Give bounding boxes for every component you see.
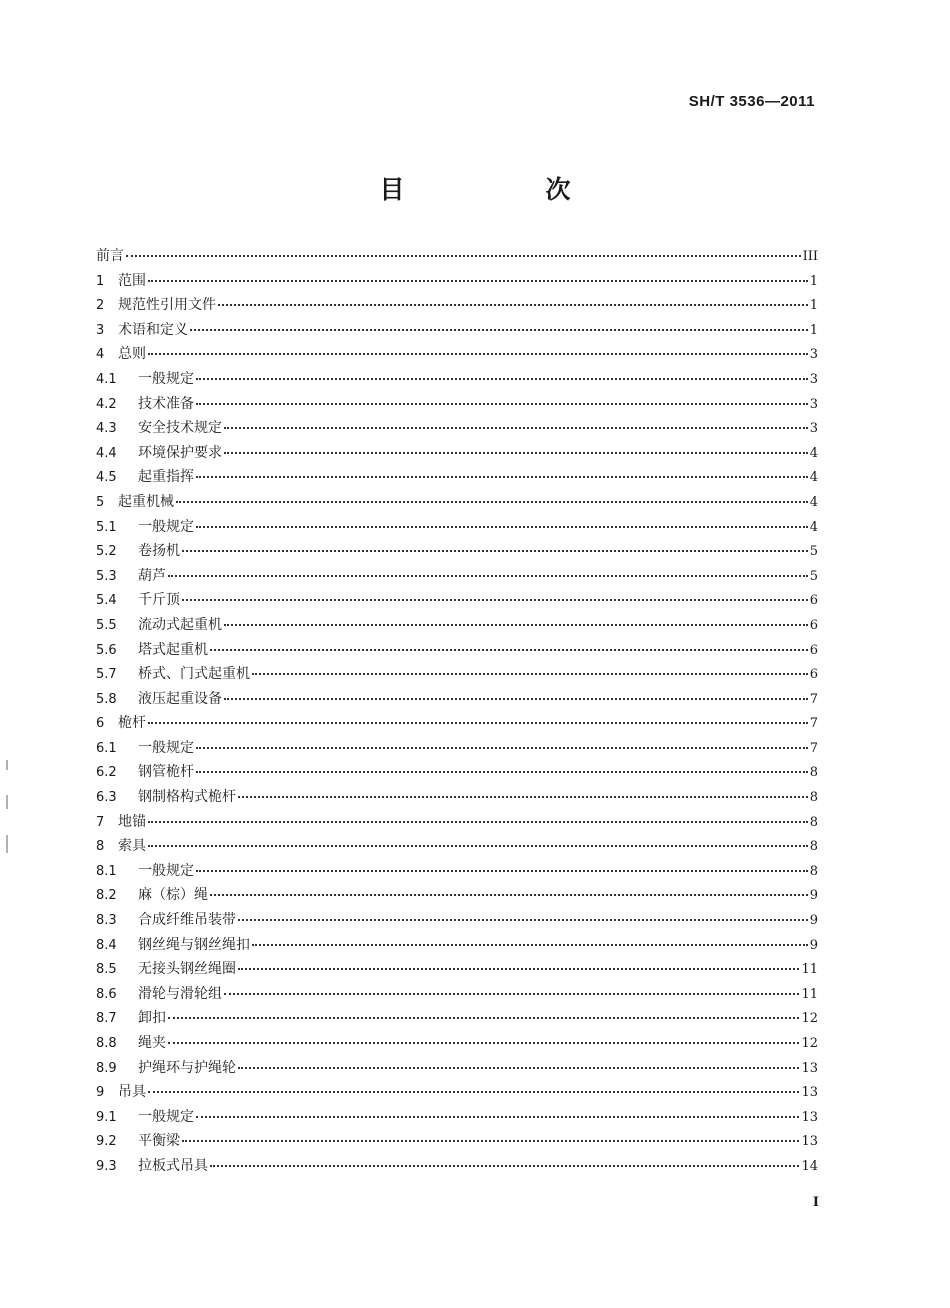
- toc-entry-page: 6: [809, 593, 818, 609]
- toc-entry-number: 3: [96, 322, 105, 338]
- toc-leader-dots: [224, 688, 808, 700]
- toc-entry-title: 一般规定: [138, 518, 194, 535]
- toc-entry-number: 5: [96, 494, 105, 510]
- toc-entry[interactable]: [96, 810, 818, 835]
- toc-entry[interactable]: [96, 269, 818, 294]
- toc-entry-page: 13: [801, 1134, 818, 1150]
- toc-entry-title: 前言: [96, 248, 124, 264]
- toc-entry-number: 5.4: [96, 593, 117, 609]
- toc-entry-page: 4: [809, 519, 818, 535]
- toc-entry-title: 环境保护要求: [138, 444, 222, 461]
- toc-entry[interactable]: [96, 687, 818, 712]
- toc-entry[interactable]: [96, 1105, 818, 1130]
- toc-entry-number: 9.1: [96, 1109, 117, 1125]
- toc-entry-page: 6: [809, 642, 818, 658]
- toc-entry-title: 规范性引用文件: [118, 297, 216, 314]
- toc-entry-page: 5: [809, 544, 818, 560]
- toc-entry-title: 拉板式吊具: [138, 1157, 208, 1174]
- toc-entry-number: 4.2: [96, 396, 117, 412]
- toc-entry-page: 8: [809, 863, 818, 879]
- toc-entry-page: 9: [809, 888, 818, 904]
- toc-entry[interactable]: [96, 416, 818, 441]
- toc-entry-page: 13: [801, 1085, 818, 1101]
- toc-entry-title: 卷扬机: [138, 543, 180, 560]
- toc-entry-title: 一般规定: [138, 739, 194, 756]
- toc-entry-number: 8.3: [96, 913, 117, 929]
- toc-entry-title: 起重指挥: [138, 469, 194, 486]
- toc-entry-number: 5.1: [96, 519, 117, 535]
- page-title: 目 次: [379, 175, 629, 204]
- toc-leader-dots: [252, 663, 808, 675]
- toc-entry-title: 千斤顶: [138, 592, 180, 609]
- toc-leader-dots: [182, 540, 808, 552]
- toc-entry-title: 流动式起重机: [138, 616, 222, 633]
- toc-leader-dots: [148, 270, 808, 282]
- toc-entry-title: 平衡梁: [138, 1133, 180, 1150]
- toc-entry-title: 地锚: [118, 813, 146, 830]
- toc-entry-page: 8: [809, 765, 818, 781]
- toc-entry-page: 8: [809, 839, 818, 855]
- toc-entry-title: 无接头钢丝绳圈: [138, 961, 236, 978]
- toc-leader-dots: [182, 1130, 799, 1142]
- toc-entry-page: 4: [809, 494, 818, 510]
- toc-entry-title: 起重机械: [118, 493, 174, 510]
- toc-entry-page: 1: [809, 322, 818, 338]
- toc-entry[interactable]: [96, 736, 818, 761]
- toc-entry-page: 11: [801, 986, 818, 1002]
- toc-entry-title: 一般规定: [138, 862, 194, 879]
- toc-entry-page: 9: [809, 913, 818, 929]
- toc-entry-title: 麻（棕）绳: [138, 887, 208, 904]
- toc-leader-dots: [196, 1106, 799, 1118]
- toc-leader-dots: [148, 835, 808, 847]
- toc-entry[interactable]: [96, 834, 818, 859]
- toc-leader-dots: [168, 565, 808, 577]
- toc-entry-title: 桥式、门式起重机: [138, 666, 250, 683]
- toc-entry-title: 钢管桅杆: [138, 764, 194, 781]
- toc-leader-dots: [252, 934, 808, 946]
- toc-leader-dots: [196, 860, 808, 872]
- toc-entry-page: 3: [809, 347, 818, 363]
- toc-leader-dots: [210, 639, 808, 651]
- toc-leader-dots: [210, 884, 808, 896]
- toc-entry-title: 安全技术规定: [138, 420, 222, 437]
- toc-entry[interactable]: [96, 441, 818, 466]
- toc-entry-number: 8.2: [96, 888, 117, 904]
- toc-entry[interactable]: [96, 1080, 818, 1105]
- toc-leader-dots: [196, 466, 808, 478]
- scan-artifact: [6, 835, 8, 853]
- toc-entry-number: 5.8: [96, 691, 117, 707]
- toc-entry-number: 8.9: [96, 1060, 117, 1076]
- toc-entry-page: 13: [801, 1060, 818, 1076]
- toc-leader-dots: [224, 614, 808, 626]
- toc-leader-dots: [196, 516, 808, 528]
- toc-leader-dots: [224, 983, 799, 995]
- toc-entry-page: 12: [801, 1036, 818, 1051]
- toc-entry[interactable]: [96, 465, 818, 490]
- toc-entry[interactable]: [96, 933, 818, 958]
- toc-entry-title: 总则: [118, 346, 146, 363]
- toc-entry-page: III: [802, 249, 818, 264]
- toc-entry[interactable]: [96, 1154, 818, 1179]
- toc-entry[interactable]: [96, 367, 818, 392]
- toc-entry[interactable]: [96, 515, 818, 540]
- toc-leader-dots: [196, 368, 808, 380]
- toc-leader-dots: [224, 442, 808, 454]
- toc-leader-dots: [238, 958, 799, 970]
- toc-entry-page: 1: [809, 273, 818, 289]
- toc-leader-dots: [196, 761, 808, 773]
- toc-entry-title: 吊具: [118, 1084, 146, 1101]
- toc-entry-page: 13: [801, 1109, 818, 1125]
- toc-entry-page: 3: [809, 396, 818, 412]
- toc-entry-title: 卸扣: [138, 1010, 166, 1027]
- toc-entry[interactable]: [96, 859, 818, 884]
- toc-entry-title: 滑轮与滑轮组: [138, 985, 222, 1002]
- table-of-contents: [96, 244, 818, 1179]
- toc-entry[interactable]: [96, 785, 818, 810]
- toc-entry-page: 4: [809, 445, 818, 461]
- scan-artifact: [6, 760, 8, 770]
- toc-entry[interactable]: [96, 318, 818, 343]
- toc-leader-dots: [182, 589, 808, 601]
- toc-entry-page: 7: [809, 740, 818, 756]
- toc-entry-page: 3: [809, 371, 818, 387]
- toc-entry-number: 9: [96, 1085, 105, 1101]
- toc-entry-number: 6: [96, 716, 105, 732]
- toc-entry-number: 8: [96, 839, 105, 855]
- toc-entry-page: 8: [809, 790, 818, 806]
- toc-entry[interactable]: [96, 1031, 818, 1056]
- toc-entry-page: 6: [809, 617, 818, 633]
- toc-entry-title: 范围: [118, 272, 146, 289]
- toc-entry-page: 7: [809, 716, 818, 732]
- toc-entry-number: 5.6: [96, 642, 117, 658]
- toc-entry[interactable]: [96, 613, 818, 638]
- toc-entry-number: 7: [96, 814, 105, 830]
- toc-entry-title: 液压起重设备: [138, 690, 222, 707]
- toc-leader-dots: [238, 786, 808, 798]
- toc-entry[interactable]: [96, 244, 818, 269]
- toc-entry-number: 8.7: [96, 1011, 117, 1027]
- toc-entry-title: 塔式起重机: [138, 641, 208, 658]
- toc-leader-dots: [190, 319, 808, 331]
- toc-entry[interactable]: [96, 1129, 818, 1154]
- toc-entry-page: 11: [801, 962, 818, 978]
- scan-artifact: [6, 795, 8, 809]
- toc-entry-title: 钢丝绳与钢丝绳扣: [138, 936, 250, 953]
- toc-entry-page: 6: [809, 667, 818, 683]
- toc-entry[interactable]: [96, 293, 818, 318]
- toc-entry[interactable]: [96, 1056, 818, 1081]
- toc-entry[interactable]: [96, 711, 818, 736]
- toc-entry-number: 5.7: [96, 667, 117, 683]
- toc-entry-number: 6.2: [96, 765, 117, 781]
- toc-entry[interactable]: [96, 883, 818, 908]
- toc-leader-dots: [224, 417, 808, 429]
- toc-entry-page: 8: [809, 814, 818, 830]
- toc-entry-number: 8.6: [96, 986, 117, 1002]
- toc-entry-title: 合成纤维吊装带: [138, 912, 236, 929]
- toc-entry[interactable]: [96, 342, 818, 367]
- toc-leader-dots: [238, 909, 808, 921]
- toc-entry[interactable]: [96, 957, 818, 982]
- toc-leader-dots: [218, 294, 808, 306]
- toc-entry[interactable]: [96, 588, 818, 613]
- toc-leader-dots: [148, 1081, 799, 1093]
- toc-entry-page: 4: [809, 470, 818, 486]
- toc-leader-dots: [210, 1155, 799, 1167]
- toc-entry-title: 索具: [118, 838, 146, 855]
- toc-entry-number: 6.1: [96, 740, 117, 756]
- toc-leader-dots: [238, 1057, 799, 1069]
- toc-entry-number: 8.1: [96, 863, 117, 879]
- standard-code: SH/T 3536—2011: [688, 93, 815, 110]
- page-number: I: [812, 1195, 819, 1210]
- toc-entry-number: 5.5: [96, 617, 117, 633]
- toc-entry-title: 护绳环与护绳轮: [138, 1059, 236, 1076]
- toc-entry[interactable]: [96, 662, 818, 687]
- toc-leader-dots: [148, 343, 808, 355]
- toc-entry-number: 9.2: [96, 1134, 117, 1150]
- toc-entry[interactable]: [96, 638, 818, 663]
- toc-entry-title: 一般规定: [138, 370, 194, 387]
- toc-entry-number: 8.5: [96, 962, 117, 978]
- toc-entry-title: 术语和定义: [118, 321, 188, 338]
- toc-leader-dots: [148, 712, 808, 724]
- toc-entry-number: 9.3: [96, 1158, 117, 1174]
- toc-entry-number: 4.5: [96, 470, 117, 486]
- toc-entry-title: 桅杆: [118, 715, 146, 732]
- toc-entry-number: 1: [96, 273, 105, 289]
- toc-entry[interactable]: [96, 392, 818, 417]
- toc-entry[interactable]: [96, 908, 818, 933]
- toc-entry-title: 一般规定: [138, 1108, 194, 1125]
- toc-entry[interactable]: [96, 1006, 818, 1031]
- toc-entry-number: 4.1: [96, 371, 117, 387]
- toc-leader-dots: [168, 1007, 799, 1019]
- toc-entry-number: 5.3: [96, 568, 117, 584]
- toc-entry-page: 3: [809, 421, 818, 437]
- toc-entry-number: 5.2: [96, 544, 117, 560]
- toc-entry-page: 7: [809, 691, 818, 707]
- toc-entry[interactable]: [96, 760, 818, 785]
- toc-entry-number: 2: [96, 298, 105, 314]
- toc-entry-number: 8.4: [96, 937, 117, 953]
- toc-leader-dots: [196, 737, 808, 749]
- toc-entry-title: 葫芦: [138, 567, 166, 584]
- toc-entry[interactable]: [96, 564, 818, 589]
- toc-entry-page: 14: [801, 1158, 818, 1174]
- toc-leader-dots: [126, 245, 801, 257]
- toc-entry-number: 4: [96, 347, 105, 363]
- toc-entry-number: 8.8: [96, 1036, 117, 1051]
- toc-entry-page: 9: [809, 937, 818, 953]
- toc-entry-number: 4.3: [96, 421, 117, 437]
- toc-leader-dots: [168, 1032, 799, 1044]
- toc-entry[interactable]: [96, 490, 818, 515]
- toc-leader-dots: [176, 491, 808, 503]
- toc-entry-title: 钢制格构式桅杆: [138, 789, 236, 806]
- toc-entry-title: 技术准备: [138, 395, 194, 412]
- toc-entry[interactable]: [96, 539, 818, 564]
- toc-entry-title: 绳夹: [138, 1035, 166, 1051]
- toc-entry-page: 12: [801, 1011, 818, 1027]
- toc-leader-dots: [196, 393, 808, 405]
- toc-entry-number: 6.3: [96, 790, 117, 806]
- toc-entry-page: 5: [809, 568, 818, 584]
- toc-entry[interactable]: [96, 982, 818, 1007]
- toc-leader-dots: [148, 811, 808, 823]
- toc-entry-number: 4.4: [96, 445, 117, 461]
- toc-entry-page: 1: [809, 298, 818, 314]
